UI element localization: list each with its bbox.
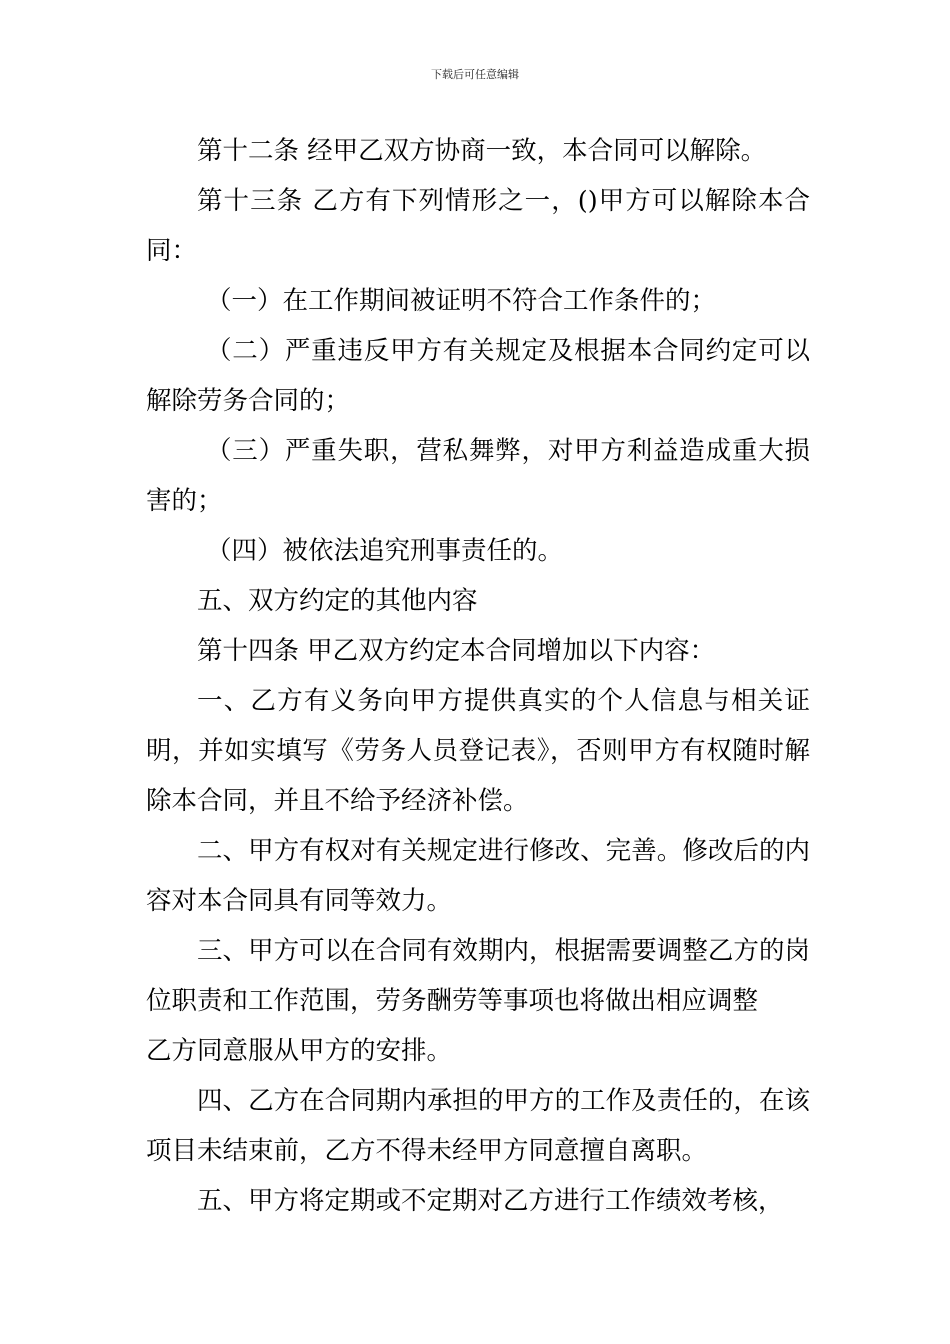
paragraph-article-13: 第十三条 乙方有下列情形之一，()甲方可以解除本合同： <box>146 186 810 266</box>
paragraph-clause-3: 三、甲方可以在合同有效期内，根据需要调整乙方的岗位职责和工作范围，劳务酬劳等事项也将做出相应调整 <box>146 936 810 1016</box>
section-heading-other: 五、双方约定的其他内容 <box>197 586 478 616</box>
document-body <box>146 126 810 1226</box>
paragraph-article-14: 第十四条 甲乙双方约定本合同增加以下内容： <box>197 636 716 666</box>
paragraph-article-12: 第十二条 经甲乙双方协商一致，本合同可以解除。 <box>197 136 767 166</box>
paragraph-item-2: （二）严重违反甲方有关规定及根据本合同约定可以解除劳务合同的； <box>146 336 810 416</box>
paragraph-clause-1: 一、乙方有义务向甲方提供真实的个人信息与相关证明，并如实填写《劳务人员登记表》，否则甲方有权随时解除本合同，并且不给予经济补偿。 <box>146 686 810 816</box>
page-header: 下载后可任意编辑 <box>431 68 519 81</box>
paragraph-item-4: （四）被依法追究刑事责任的。 <box>206 536 564 566</box>
paragraph-clause-4: 四、乙方在合同期内承担的甲方的工作及责任的，在该项目未结束前，乙方不得未经甲方同意擅自离职。 <box>146 1086 810 1166</box>
paragraph-item-3: （三）严重失职，营私舞弊，对甲方利益造成重大损害的； <box>146 436 810 516</box>
paragraph-clause-2: 二、甲方有权对有关规定进行修改、完善。修改后的内容对本合同具有同等效力。 <box>146 836 810 916</box>
paragraph-item-1: （一）在工作期间被证明不符合工作条件的； <box>206 286 717 316</box>
paragraph-clause-5: 五、甲方将定期或不定期对乙方进行工作绩效考核， <box>197 1186 784 1216</box>
paragraph-clause-3-cont: 乙方同意服从甲方的安排。 <box>146 1036 453 1066</box>
